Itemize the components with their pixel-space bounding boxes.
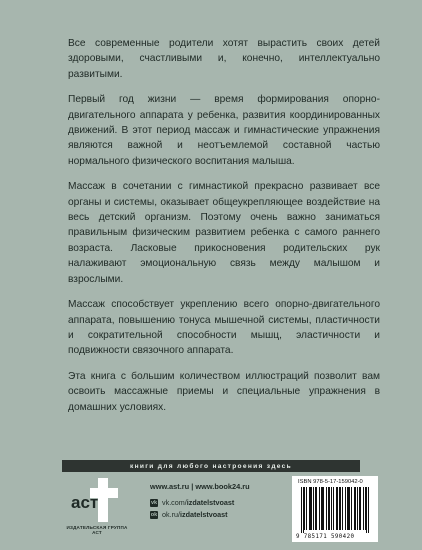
social-handle: izdatelstvoast xyxy=(179,510,228,519)
barcode-bar xyxy=(347,487,348,530)
barcode-bar xyxy=(336,487,337,530)
vk-icon: vk xyxy=(150,500,158,506)
barcode-bar xyxy=(311,487,312,530)
publisher-websites[interactable]: www.ast.ru | www.book24.ru xyxy=(150,482,250,491)
barcode-bar xyxy=(351,487,352,530)
ok-icon: ok xyxy=(150,512,158,518)
paragraph: Первый год жизни — время формирования опорно-двигательного аппарата у ребенка, развития координированных движений. В этот период массаж и гимнастические упражнения являются важной и неотъемлемой составной частью нормального физического воспитания малыша. xyxy=(68,94,380,167)
barcode-bar xyxy=(337,487,338,530)
ast-logo-icon xyxy=(68,476,122,524)
social-prefix: vk.com/ xyxy=(162,498,187,507)
publisher-logo xyxy=(62,476,128,536)
barcode-bar xyxy=(323,487,324,530)
barcode-bar xyxy=(359,487,360,530)
barcode-bar xyxy=(331,487,332,530)
barcode-bar xyxy=(321,487,322,530)
barcode-bar xyxy=(357,487,358,530)
barcode-bar xyxy=(306,487,307,530)
social-link-ok[interactable] xyxy=(150,509,234,521)
slogan-strip: книги для любого настроения здесь xyxy=(62,460,360,472)
paragraph: Массаж в сочетании с гимнастикой прекрасно развивает все органы и системы, оказывает общеукрепляющее воздействие на весь детский организм. Поэтому очень важно заниматься правильным физическим развитием ребенка с самого раннего возраста. Ласковые прикосновения родительских рук налаживают эмоциональную связь между малышом и взрослыми. xyxy=(68,181,380,285)
barcode-bar xyxy=(309,487,310,530)
barcode-bar xyxy=(319,487,320,530)
barcode-number: 9 785171 590420 xyxy=(296,534,355,540)
paragraph: Массаж способствует укреплению всего опорно-двигательного аппарата, повышению тонуса мышечной системы, пластичности и сократительной способности мышц, эластичности и подвижности связочного аппарата. xyxy=(68,299,380,357)
logo-lettering: аст xyxy=(71,493,99,512)
barcode-bar xyxy=(303,487,304,533)
barcode-bar xyxy=(366,487,367,533)
social-handle: izdatelstvoast xyxy=(186,498,235,507)
barcode-bar xyxy=(313,487,314,530)
barcode-bar xyxy=(340,487,341,530)
annotation-text xyxy=(68,36,380,425)
publisher-caption: ИЗДАТЕЛЬСКАЯ ГРУППА АСТ xyxy=(66,525,128,535)
barcode-bar xyxy=(304,487,305,530)
barcode-bar xyxy=(322,487,323,530)
barcode-bar xyxy=(301,487,302,533)
barcode-bar xyxy=(326,487,327,530)
barcode-icon xyxy=(299,487,371,533)
barcode-bar xyxy=(348,487,349,530)
barcode-bar xyxy=(310,487,311,530)
barcode-bar xyxy=(355,487,356,530)
paragraph: Эта книга с большим количеством иллюстраций позволит вам освоить массажные приемы и специальные упражнения в домашних условиях. xyxy=(68,370,380,413)
paragraph: Все современные родители хотят вырастить своих детей здоровыми, счастливыми и, конечно, интеллектуально развитыми. xyxy=(68,38,380,80)
isbn-label: ISBN 978-5-17-159042-0 xyxy=(298,479,363,485)
barcode-bar xyxy=(333,487,334,530)
social-link-vk[interactable] xyxy=(150,497,234,509)
barcode-bar xyxy=(363,487,364,530)
barcode-bar xyxy=(315,487,316,530)
social-prefix: ok.ru/ xyxy=(162,510,180,519)
barcode-bar xyxy=(339,487,340,530)
barcode-bar xyxy=(329,487,330,530)
barcode-bar xyxy=(368,487,369,533)
barcode-bar xyxy=(354,487,355,530)
barcode-bar xyxy=(360,487,361,530)
barcode-bar xyxy=(328,487,329,530)
barcode-bar xyxy=(349,487,350,530)
social-links xyxy=(150,497,234,521)
barcode-bar xyxy=(342,487,343,530)
barcode-bar xyxy=(345,487,346,530)
isbn-barcode-box xyxy=(292,476,378,542)
barcode-bar xyxy=(365,487,366,530)
barcode-bar xyxy=(316,487,317,530)
